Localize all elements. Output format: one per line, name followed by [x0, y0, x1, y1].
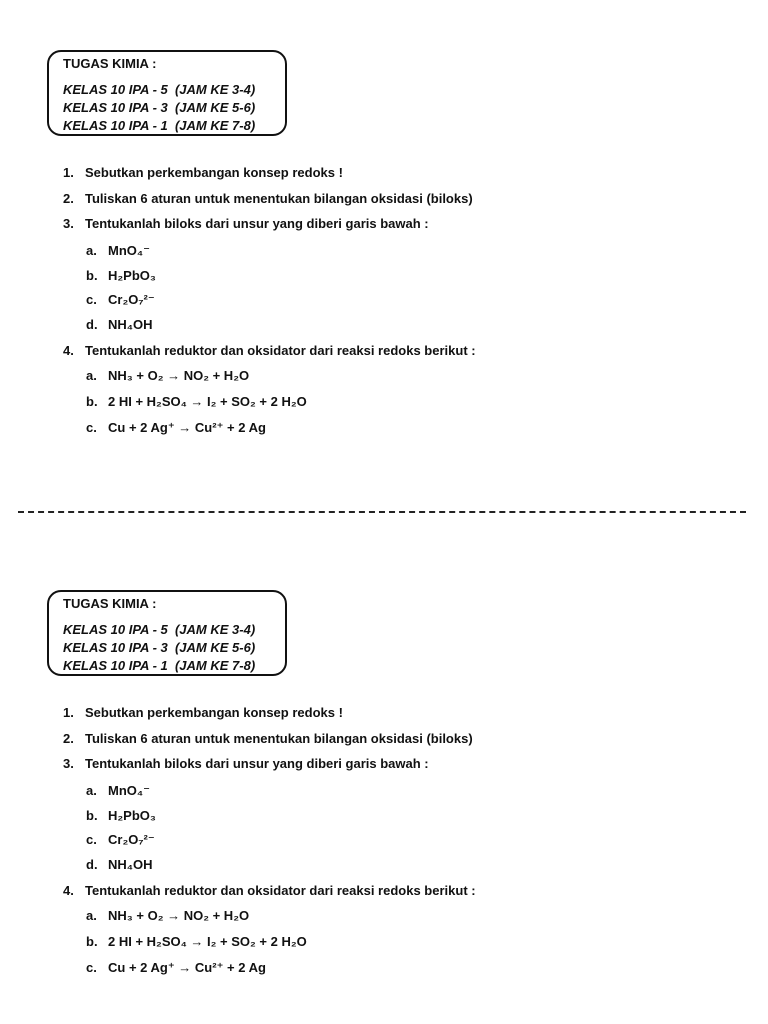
question-number: 3. [63, 756, 74, 771]
question-text: Sebutkan perkembangan konsep redoks ! [85, 165, 343, 180]
formula: H₂PbO₃ [108, 268, 156, 283]
cut-line-divider [18, 511, 746, 513]
question-1 [63, 705, 343, 720]
question-text: Tentukanlah biloks dari unsur yang diberi garis bawah : [85, 216, 429, 231]
question-text: Sebutkan perkembangan konsep redoks ! [85, 705, 343, 720]
item-letter: b. [86, 394, 98, 409]
item-letter: a. [86, 243, 97, 258]
q4-item-a [86, 368, 249, 383]
header-class: KELAS 10 IPA - 5 (JAM KE 3-4) [63, 82, 256, 97]
header-class: KELAS 10 IPA - 1 (JAM KE 7-8) [63, 658, 256, 673]
item-letter: b. [86, 934, 98, 949]
question-4 [63, 883, 476, 898]
q3-item-c [86, 292, 155, 308]
worksheet-top [0, 0, 768, 470]
question-text: Tentukanlah reduktor dan oksidator dari reaksi redoks berikut : [85, 883, 476, 898]
question-2 [63, 191, 473, 206]
item-letter: b. [86, 268, 98, 283]
formula: NH₄OH [108, 317, 153, 332]
question-2 [63, 731, 473, 746]
formula: MnO₄⁻ [108, 783, 150, 798]
item-letter: a. [86, 368, 97, 383]
reaction: Cu + 2 Ag⁺ → Cu²⁺ + 2 Ag [108, 960, 266, 975]
question-text: Tuliskan 6 aturan untuk menentukan bilangan oksidasi (biloks) [85, 191, 473, 206]
formula: NH₄OH [108, 857, 153, 872]
item-letter: b. [86, 808, 98, 823]
formula: H₂PbO₃ [108, 808, 156, 823]
q4-item-b [86, 394, 307, 409]
formula: Cr₂O₇²⁻ [108, 292, 155, 307]
header-box [47, 50, 287, 136]
question-text: Tentukanlah biloks dari unsur yang diberi garis bawah : [85, 756, 429, 771]
item-letter: a. [86, 783, 97, 798]
formula: MnO₄⁻ [108, 243, 150, 258]
question-3 [63, 756, 429, 771]
item-letter: d. [86, 317, 98, 332]
question-number: 2. [63, 731, 74, 746]
q4-item-b [86, 934, 307, 949]
q3-item-d [86, 317, 152, 332]
question-text: Tuliskan 6 aturan untuk menentukan bilangan oksidasi (biloks) [85, 731, 473, 746]
q3-item-b [86, 268, 156, 283]
item-letter: c. [86, 832, 97, 847]
header-title: TUGAS KIMIA : [63, 56, 157, 71]
question-number: 4. [63, 883, 74, 898]
reaction: NH₃ + O₂ → NO₂ + H₂O [108, 908, 250, 923]
header-class: KELAS 10 IPA - 5 (JAM KE 3-4) [63, 622, 256, 637]
header-class: KELAS 10 IPA - 3 (JAM KE 5-6) [63, 640, 256, 655]
item-letter: c. [86, 960, 97, 975]
reaction: 2 HI + H₂SO₄ → I₂ + SO₂ + 2 H₂O [108, 934, 307, 949]
header-class: KELAS 10 IPA - 1 (JAM KE 7-8) [63, 118, 256, 133]
header-class: KELAS 10 IPA - 3 (JAM KE 5-6) [63, 100, 256, 115]
item-letter: c. [86, 292, 97, 307]
question-number: 1. [63, 705, 74, 720]
q3-item-a [86, 243, 150, 259]
reaction: Cu + 2 Ag⁺ → Cu²⁺ + 2 Ag [108, 420, 266, 435]
item-letter: a. [86, 908, 97, 923]
q4-item-c [86, 420, 266, 436]
question-text: Tentukanlah reduktor dan oksidator dari reaksi redoks berikut : [85, 343, 476, 358]
question-number: 4. [63, 343, 74, 358]
item-letter: c. [86, 420, 97, 435]
question-3 [63, 216, 429, 231]
q4-item-c [86, 960, 266, 976]
header-title: TUGAS KIMIA : [63, 596, 157, 611]
worksheet-bottom [0, 540, 768, 1010]
q3-item-b [86, 808, 156, 823]
question-number: 2. [63, 191, 74, 206]
q3-item-d [86, 857, 152, 872]
q3-item-a [86, 783, 150, 799]
question-4 [63, 343, 476, 358]
question-number: 1. [63, 165, 74, 180]
question-1 [63, 165, 343, 180]
item-letter: d. [86, 857, 98, 872]
q4-item-a [86, 908, 249, 923]
formula: Cr₂O₇²⁻ [108, 832, 155, 847]
header-box [47, 590, 287, 676]
q3-item-c [86, 832, 155, 848]
reaction: 2 HI + H₂SO₄ → I₂ + SO₂ + 2 H₂O [108, 394, 307, 409]
question-number: 3. [63, 216, 74, 231]
reaction: NH₃ + O₂ → NO₂ + H₂O [108, 368, 250, 383]
